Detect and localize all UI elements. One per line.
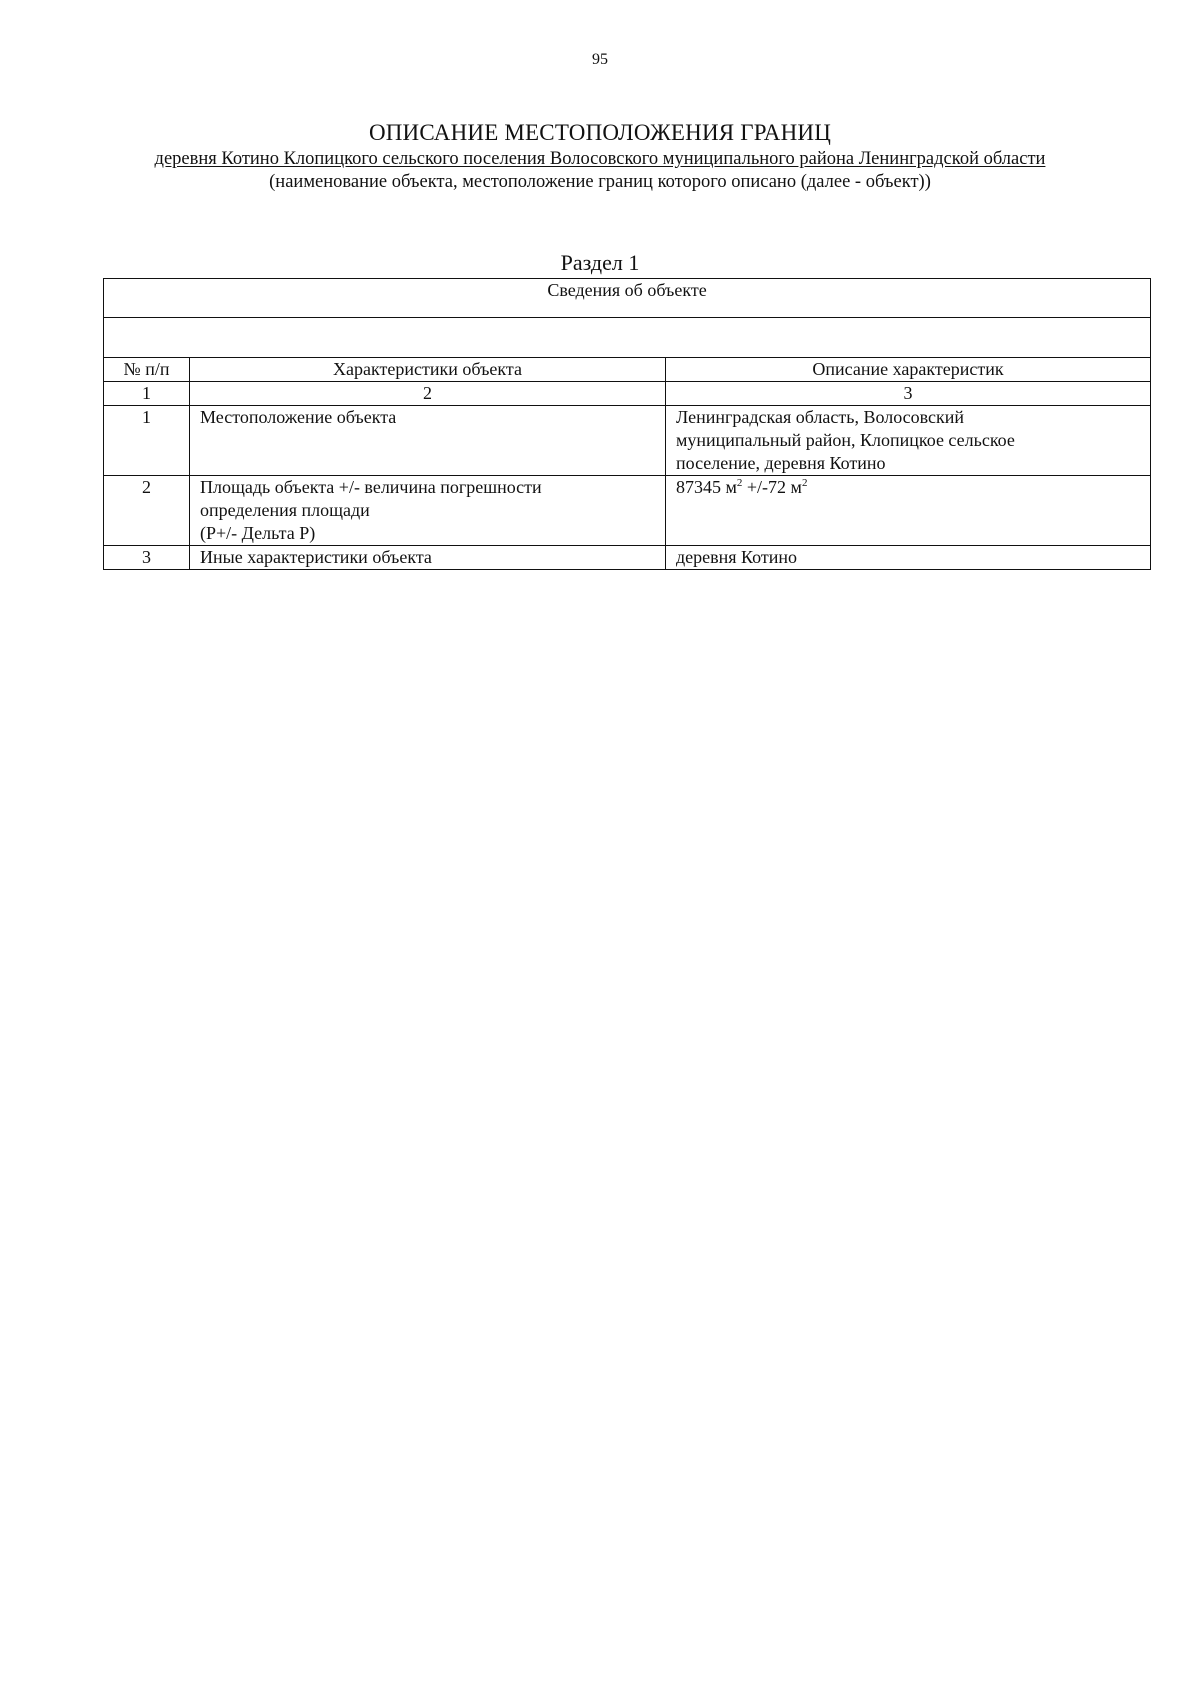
object-info-table [103,278,1151,570]
row-description: Ленинградская область, Волосовский муниципальный район, Клопицкое сельское поселение, деревня Котино [666,406,1151,476]
column-header-number: № п/п [104,358,190,382]
row-number: 2 [104,476,190,546]
row-number: 3 [104,546,190,570]
column-header-description: Описание характеристик [666,358,1151,382]
column-header-characteristic: Характеристики объекта [190,358,666,382]
table-caption-row [104,279,1151,318]
row-characteristic: Местоположение объекта [190,406,666,476]
table-row [104,406,1151,476]
table-header-row [104,358,1151,382]
area-error-power: 2 [801,477,808,489]
row-characteristic: Иные характеристики объекта [190,546,666,570]
section-heading: Раздел 1 [560,250,640,275]
area-error: +/-72 м [742,477,802,497]
table-row [104,476,1151,546]
subtitle-caption: (наименование объекта, местоположение границ которого описано (далее - объект)) [269,172,931,192]
column-number-2: 2 [190,382,666,406]
table-row [104,546,1151,570]
area-value: 87345 м [676,477,737,497]
table-caption: Сведения об объекте [104,279,1151,318]
column-number-3: 3 [666,382,1151,406]
document-title: ОПИСАНИЕ МЕСТОПОЛОЖЕНИЯ ГРАНИЦ [368,120,832,145]
row-characteristic: Площадь объекта +/- величина погрешности определения площади (P+/- Дельта P) [190,476,666,546]
row-number: 1 [104,406,190,476]
table-column-numbering-row [104,382,1151,406]
page-number: 95 [592,51,608,68]
area-value-power: 2 [736,477,743,489]
table-empty-row [104,318,1151,358]
row-description-area [666,476,1151,546]
column-number-1: 1 [104,382,190,406]
row-description: деревня Котино [666,546,1151,570]
empty-cell [104,318,1151,358]
document-subtitle: деревня Котино Клопицкого сельского поселения Волосовского муниципального района Ленинградской области [154,149,1046,169]
